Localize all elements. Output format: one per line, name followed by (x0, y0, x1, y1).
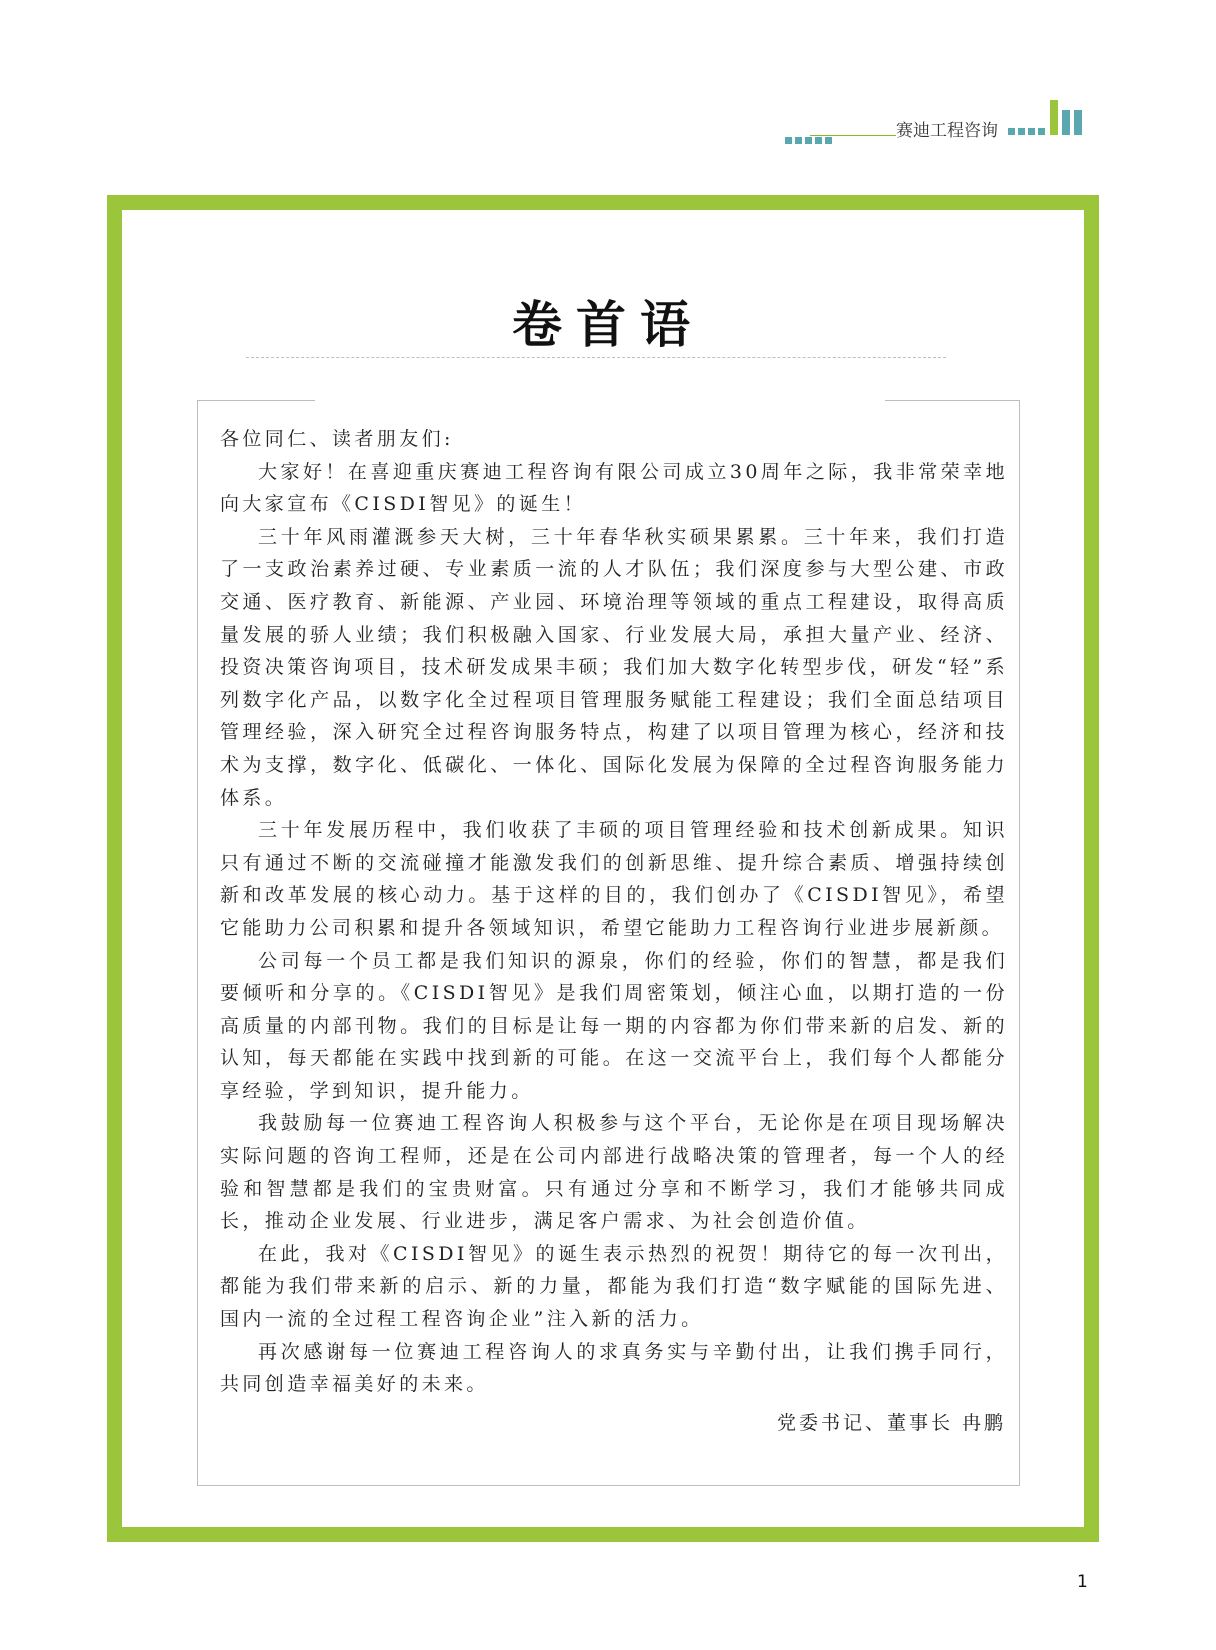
letter-paragraph: 我鼓励每一位赛迪工程咨询人积极参与这个平台，无论你是在项目现场解决实际问题的咨询工程师，还是在公司内部进行战略决策的管理者，每一个人的经验和智慧都是我们的宝贵财富。只有通过分享和不断学习，我们才能够共同成长，推动企业发展、行业进步，满足客户需求、为社会创造价值。 (220, 1112, 1008, 1233)
letter-box-top-left (197, 400, 315, 401)
letter-paragraph: 公司每一个员工都是我们知识的源泉，你们的经验，你们的智慧，都是我们要倾听和分享的。《CISDI智见》是我们周密策划，倾注心血，以期打造的一份高质量的内部刊物。我们的目标是让每一期的内容都为你们带来新的启发、新的认知，每天都能在实践中找到新的可能。在这一交流平台上，我们每个人都能分享经验，学到知识，提升能力。 (220, 949, 1008, 1102)
letter-paragraph: 再次感谢每一位赛迪工程咨询人的求真务实与辛勤付出，让我们携手同行，共同创造幸福美好的未来。 (220, 1340, 1008, 1396)
header-right-square-3 (1028, 128, 1035, 135)
header-rule (810, 135, 896, 136)
header-bar-teal-2 (1074, 110, 1082, 135)
title-divider (246, 357, 946, 358)
letter-box-top-right (885, 400, 1020, 401)
page-number: 1 (1077, 1572, 1088, 1592)
page-title: 卷首语 (512, 295, 704, 354)
letter-body (220, 423, 1008, 1401)
letter-paragraph: 三十年发展历程中，我们收获了丰硕的项目管理经验和技术创新成果。知识只有通过不断的交流碰撞才能激发我们的创新思维、提升综合素质、增强持续创新和改革发展的核心动力。基于这样的目的，我们创办了《CISDI智见》，希望它能助力公司积累和提升各领域知识，希望它能助力工程咨询行业进步展新颜。 (220, 819, 1008, 939)
header-right-square-2 (1018, 128, 1025, 135)
header-title: 赛迪工程咨询 (896, 121, 998, 141)
header-right-square-4 (1038, 128, 1045, 135)
header-left-square-5 (825, 137, 832, 144)
letter-paragraph: 在此，我对《CISDI智见》的诞生表示热烈的祝贺！期待它的每一次刊出，都能为我们带来新的启示、新的力量，都能为我们打造“数字赋能的国际先进、国内一流的全过程工程咨询企业”注入新的活力。 (220, 1242, 1008, 1331)
header-right-square-1 (1008, 128, 1015, 135)
header-left-square-3 (805, 137, 812, 144)
header-left-square-2 (795, 137, 802, 144)
letter-paragraph: 大家好！在喜迎重庆赛迪工程咨询有限公司成立30周年之际，我非常荣幸地向大家宣布《CISDI智见》的诞生！ (220, 460, 1008, 516)
letter-signature: 党委书记、董事长 冉鹏 (776, 1412, 1006, 1434)
header-bar-green (1050, 100, 1058, 135)
header-bar-teal-1 (1062, 110, 1070, 135)
letter-paragraph: 三十年风雨灌溉参天大树，三十年春华秋实硕果累累。三十年来，我们打造了一支政治素养过硬、专业素质一流的人才队伍；我们深度参与大型公建、市政交通、医疗教育、新能源、产业园、环境治理等领域的重点工程建设，取得高质量发展的骄人业绩；我们积极融入国家、行业发展大局，承担大量产业、经济、投资决策咨询项目，技术研发成果丰硕；我们加大数字化转型步伐，研发“轻”系列数字化产品，以数字化全过程项目管理服务赋能工程建设；我们全面总结项目管理经验，深入研究全过程咨询服务特点，构建了以项目管理为核心，经济和技术为支撑，数字化、低碳化、一体化、国际化发展为保障的全过程咨询服务能力体系。 (220, 525, 1008, 809)
header-left-square-1 (785, 137, 792, 144)
letter-salutation: 各位同仁、读者朋友们: (220, 428, 454, 450)
header-left-square-4 (815, 137, 822, 144)
